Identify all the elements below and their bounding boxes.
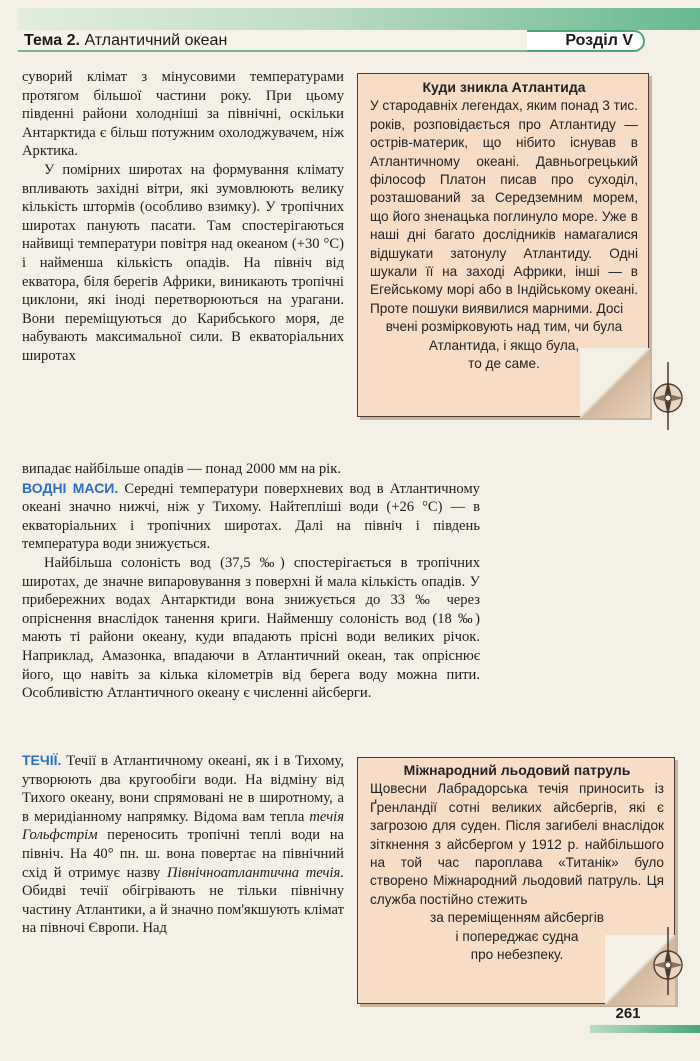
paragraph-salinity: Найбільша солоність вод (37,5 ‰) спостерігається в тропічних широтах, де значне випаровування з поверхні й мала кількість опадів. У прибережних водах Антарктиди вона знижується до 33 ‰ через опріснення внаслідок танення криги. Найменшу солоність вод (18 ‰) мають ті райони океану, куди впадають прісні води великих річок. Наприклад, Амазонка, впадаючи в Атлантичний океан, так опріснює його, що навіть за кілька кілометрів від берега воду можна пити. Особливістю Атлантичного океану є численні айсберги. bbox=[22, 554, 480, 702]
currents-text-3: Обидві течії обігрівають не тільки північну частину Атлантики, а й значно пом'якшують клімат на півночі Європи. Над bbox=[22, 883, 344, 937]
ice-patrol-box-tail-2: і попереджає судна bbox=[455, 928, 579, 944]
currents-text-1: Течії в Атлантичному океані, як і в Тихому, утворюють два кругообіги води. На відміну від Тихого океану, вони спрямовані не в широтному, а в меридіанному напрямку. Відома вам тепла bbox=[22, 753, 344, 825]
topic-heading bbox=[24, 30, 227, 52]
atlantis-box-tail-3: то де саме. bbox=[468, 356, 540, 372]
atlantis-box-title: Куди зникла Атлантида bbox=[422, 79, 586, 95]
gulf-stream-term: течія Гольфстрім bbox=[22, 808, 344, 844]
paragraph-polar-climate: суворий клімат з мінусовими температурами протягом більшої частини року. При цьому південні райони холодніші за північні, оскільки Антарктида є більш потужним охолоджувачем, ніж Арктика. bbox=[22, 69, 344, 160]
paragraph-temperate-winds: У помірних широтах на формування клімату впливають західні вітри, які зумовлюють велику кількість штормів (особливо взимку). У тропічних широтах панують пасати. Там спостерігаються найвищі температури повітря над океаном (+30 °C) і найменша кількість опадів. На північ від екватора, біля берегів Африки, виникають тропічні циклони, які іноді перетворюються на урагани. Вони переміщуються до Карибського моря, де набувають максимальної сили. В екваторіальних широтах bbox=[22, 161, 344, 364]
ice-patrol-box-title: Міжнародний льодовий патруль bbox=[403, 762, 631, 778]
ice-patrol-box-tail-1: за переміщенням айсбергів bbox=[430, 910, 604, 926]
header-color-band bbox=[18, 8, 700, 30]
main-text-middle bbox=[22, 460, 480, 703]
water-masses-text: Середні температури поверхневих вод в Атлантичному океані значно нижчі, ніж у Тихому. Найтепліші води (+26 °C) — в екваторіальних і тропічних широтах. Далі на північ і південь температура води знижується. bbox=[22, 480, 480, 553]
page-curl-corner bbox=[580, 348, 650, 418]
section-label: Розділ V bbox=[565, 32, 633, 49]
north-atlantic-term: Північноатлантична течія. bbox=[167, 864, 344, 881]
currents-text-2: переносить тропічні теплі води на північ. На 40° пн. ш. вона повертає на північний схід й отримує назву bbox=[22, 827, 344, 881]
compass-rose-icon bbox=[646, 360, 690, 432]
atlantis-box-tail-2: Атлантида, і якщо була, bbox=[428, 337, 580, 353]
ice-patrol-box-body: Щовесни Лабрадорська течія приносить із Ґренландії сотні великих айсбергів, які є загрозою для суден. Після загибелі внаслідок зіткнення з айсбергом у 1912 р. найбільшого на той час пароплава «Титанік» було створено Міжнародний льодовий патруль. Ця служба постійно стежить bbox=[370, 781, 664, 907]
ice-patrol-box-tail-3: про небезпеку. bbox=[470, 947, 564, 963]
water-masses-label: ВОДНІ МАСИ. bbox=[22, 479, 119, 496]
paragraph-rainfall-end: випадає найбільше опадів — понад 2000 мм на рік. bbox=[22, 461, 341, 477]
topic-title: Атлантичний океан bbox=[84, 32, 228, 49]
currents-label: ТЕЧІЇ. bbox=[22, 752, 62, 768]
paragraph-water-masses bbox=[22, 479, 480, 554]
topic-label: Тема 2. bbox=[24, 32, 80, 49]
atlantis-box-tail-1: вчені розмірковують над тим, чи була bbox=[385, 319, 623, 335]
footer-color-band bbox=[590, 1025, 700, 1033]
main-text-bottom bbox=[22, 751, 344, 938]
compass-rose-icon bbox=[646, 925, 690, 997]
main-text-top bbox=[22, 68, 344, 366]
paragraph-currents bbox=[22, 751, 344, 938]
page-number: 261 bbox=[615, 1005, 641, 1022]
atlantis-box-body: У стародавніх легендах, яким понад 3 тис. років, розповідається про Атлантиду — острів-материк, що нібито існував в Атлантичному океані. Давньогрецький філософ Платон писав про суходіл, розташований за Середземним морем, що його зненацька поглинуло море. Уже в наші дні багато дослідників намагалися відшукати затонулу Атлантиду. Одні шукали її на заході Африки, інші — в Егейському морі або в Індійському океані. Проте пошуки виявилися марними. Досі bbox=[370, 98, 638, 316]
